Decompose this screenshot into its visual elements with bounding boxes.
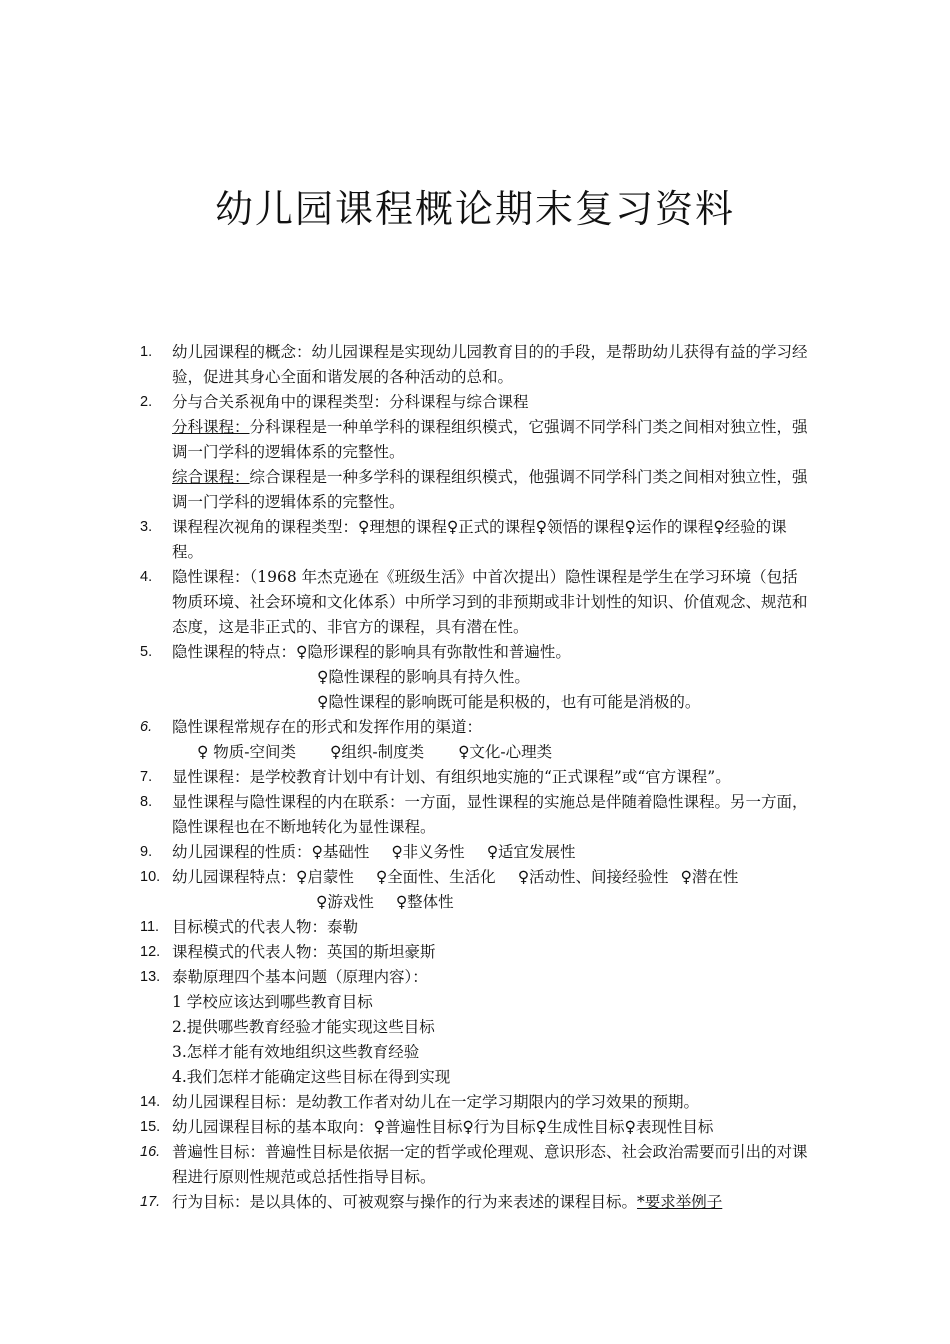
item-number: 2. — [140, 394, 153, 410]
item-text: ♀整体性 — [395, 893, 454, 911]
sub-definition — [140, 465, 810, 515]
item-text: 幼儿园课程的性质：♀基础性 — [172, 843, 370, 861]
term-label: 分科课程： — [172, 418, 250, 436]
list-item — [140, 915, 810, 940]
item-text: 幼儿园课程特点：♀启蒙性 — [172, 868, 354, 886]
question-line: 1 学校应该达到哪些教育目标 — [172, 993, 373, 1011]
item-text: ♀游戏性 — [316, 893, 374, 911]
item-text: 分与合关系视角中的课程类型：分科课程与综合课程 — [172, 393, 529, 411]
item-number: 16. — [140, 1144, 161, 1160]
term-text: 分科课程是一种单学科的课程组织模式，它强调不同学科门类之间相对独立性，强调一门学科的逻辑体系的完整性。 — [172, 418, 808, 461]
example-note: *要求举例子 — [637, 1193, 723, 1211]
item-text: 行为目标：是以具体的、可被观察与操作的行为来表述的课程目标。 — [172, 1193, 638, 1211]
item-text: 幼儿园课程目标：是幼教工作者对幼儿在一定学习期限内的学习效果的预期。 — [172, 1093, 700, 1111]
list-item — [140, 965, 810, 1090]
item-text-line: ♀隐性课程的影响既可能是积极的，也有可能是消极的。 — [317, 693, 701, 711]
sub-definition — [140, 415, 810, 465]
item-text: 课程程次视角的课程类型：♀理想的课程♀正式的课程♀领悟的课程♀运作的课程♀经验的课程。 — [172, 518, 787, 561]
item-number: 10. — [140, 869, 161, 885]
page-title: 幼儿园课程概论期末复习资料 — [214, 187, 735, 231]
item-text-line: ♀隐性课程的影响具有持久性。 — [317, 668, 530, 686]
term-text: 综合课程是一种多学科的课程组织模式，他强调不同学科门类之间相对独立性，强调一门学科的逻辑体系的完整性。 — [172, 468, 808, 511]
item-text: 幼儿园课程目标的基本取向：♀普遍性目标♀行为目标♀生成性目标♀表现性目标 — [172, 1118, 714, 1136]
option-text: ♀组织-制度类 — [330, 743, 425, 761]
item-text: 显性课程与隐性课程的内在联系：一方面，显性课程的实施总是伴随着隐性课程。另一方面，隐性课程也在不断地转化为显性课程。 — [172, 793, 808, 836]
item-text: 隐性课程的特点：♀隐形课程的影响具有弥散性和普遍性。 — [172, 643, 571, 661]
item-text: 课程模式的代表人物：英国的斯坦豪斯 — [172, 943, 436, 961]
option-text: ♀ 物质-空间类 — [197, 743, 296, 761]
item-text: 幼儿园课程的概念：幼儿园课程是实现幼儿园教育目的的手段，是帮助幼儿获得有益的学习经验，促进其身心全面和谐发展的各种活动的总和。 — [172, 343, 808, 386]
item-number: 12. — [140, 944, 161, 960]
list-item — [140, 940, 810, 965]
item-number: 5. — [140, 644, 153, 660]
question-line: 2.提供哪些教育经验才能实现这些目标 — [172, 1018, 435, 1036]
list-item — [140, 565, 810, 640]
item-number: 7. — [140, 769, 153, 785]
item-text: ♀非义务性 — [391, 843, 465, 861]
item-text: ♀潜在性 — [680, 868, 739, 886]
item-text: ♀活动性、间接经验性 — [517, 868, 669, 886]
list-item — [140, 1190, 810, 1215]
list-item — [140, 1140, 810, 1190]
item-text: 隐性课程常规存在的形式和发挥作用的渠道： — [172, 718, 483, 736]
list-item — [140, 340, 810, 390]
item-number: 1. — [140, 344, 153, 360]
list-item — [140, 865, 810, 915]
question-line: 3.怎样才能有效地组织这些教育经验 — [172, 1043, 420, 1061]
review-list — [140, 340, 810, 1215]
item-number: 15. — [140, 1119, 161, 1135]
list-item — [140, 840, 810, 865]
item-text: 泰勒原理四个基本问题（原理内容）： — [172, 968, 428, 986]
term-label: 综合课程： — [172, 468, 250, 486]
item-options — [172, 740, 810, 765]
item-number: 11. — [140, 919, 160, 935]
list-item — [140, 715, 810, 765]
list-item — [140, 1115, 810, 1140]
item-text: 显性课程：是学校教育计划中有计划、有组织地实施的“正式课程”或“官方课程”。 — [172, 768, 731, 786]
list-item — [140, 390, 810, 415]
item-number: 8. — [140, 794, 153, 810]
item-text: ♀适宜发展性 — [486, 843, 576, 861]
item-number: 17. — [140, 1194, 161, 1210]
list-item — [140, 1090, 810, 1115]
list-item — [140, 640, 810, 715]
item-number: 14. — [140, 1094, 161, 1110]
item-text: 普遍性目标：普遍性目标是依据一定的哲学或伦理观、意识形态、社会政治需要而引出的对课程进行原则性规范或总括性指导目标。 — [172, 1143, 808, 1186]
item-number: 13. — [140, 969, 161, 985]
item-number: 9. — [140, 844, 153, 860]
item-number: 4. — [140, 569, 153, 585]
list-item — [140, 765, 810, 790]
item-number: 6. — [140, 719, 153, 735]
list-item — [140, 515, 810, 565]
option-text: ♀文化-心理类 — [458, 743, 553, 761]
question-line: 4.我们怎样才能确定这些目标在得到实现 — [172, 1068, 451, 1086]
item-text: 隐性课程：（1968 年杰克逊在《班级生活》中首次提出）隐性课程是学生在学习环境（包括物质环境、社会环境和文化体系）中所学习到的非预期或非计划性的知识、价值观念、规范和态度，这是非正式的、非官方的课程，具有潜在性。 — [172, 568, 808, 636]
item-text: ♀全面性、生活化 — [375, 868, 496, 886]
item-number: 3. — [140, 519, 153, 535]
list-item — [140, 790, 810, 840]
item-text: 目标模式的代表人物：泰勒 — [172, 918, 359, 936]
